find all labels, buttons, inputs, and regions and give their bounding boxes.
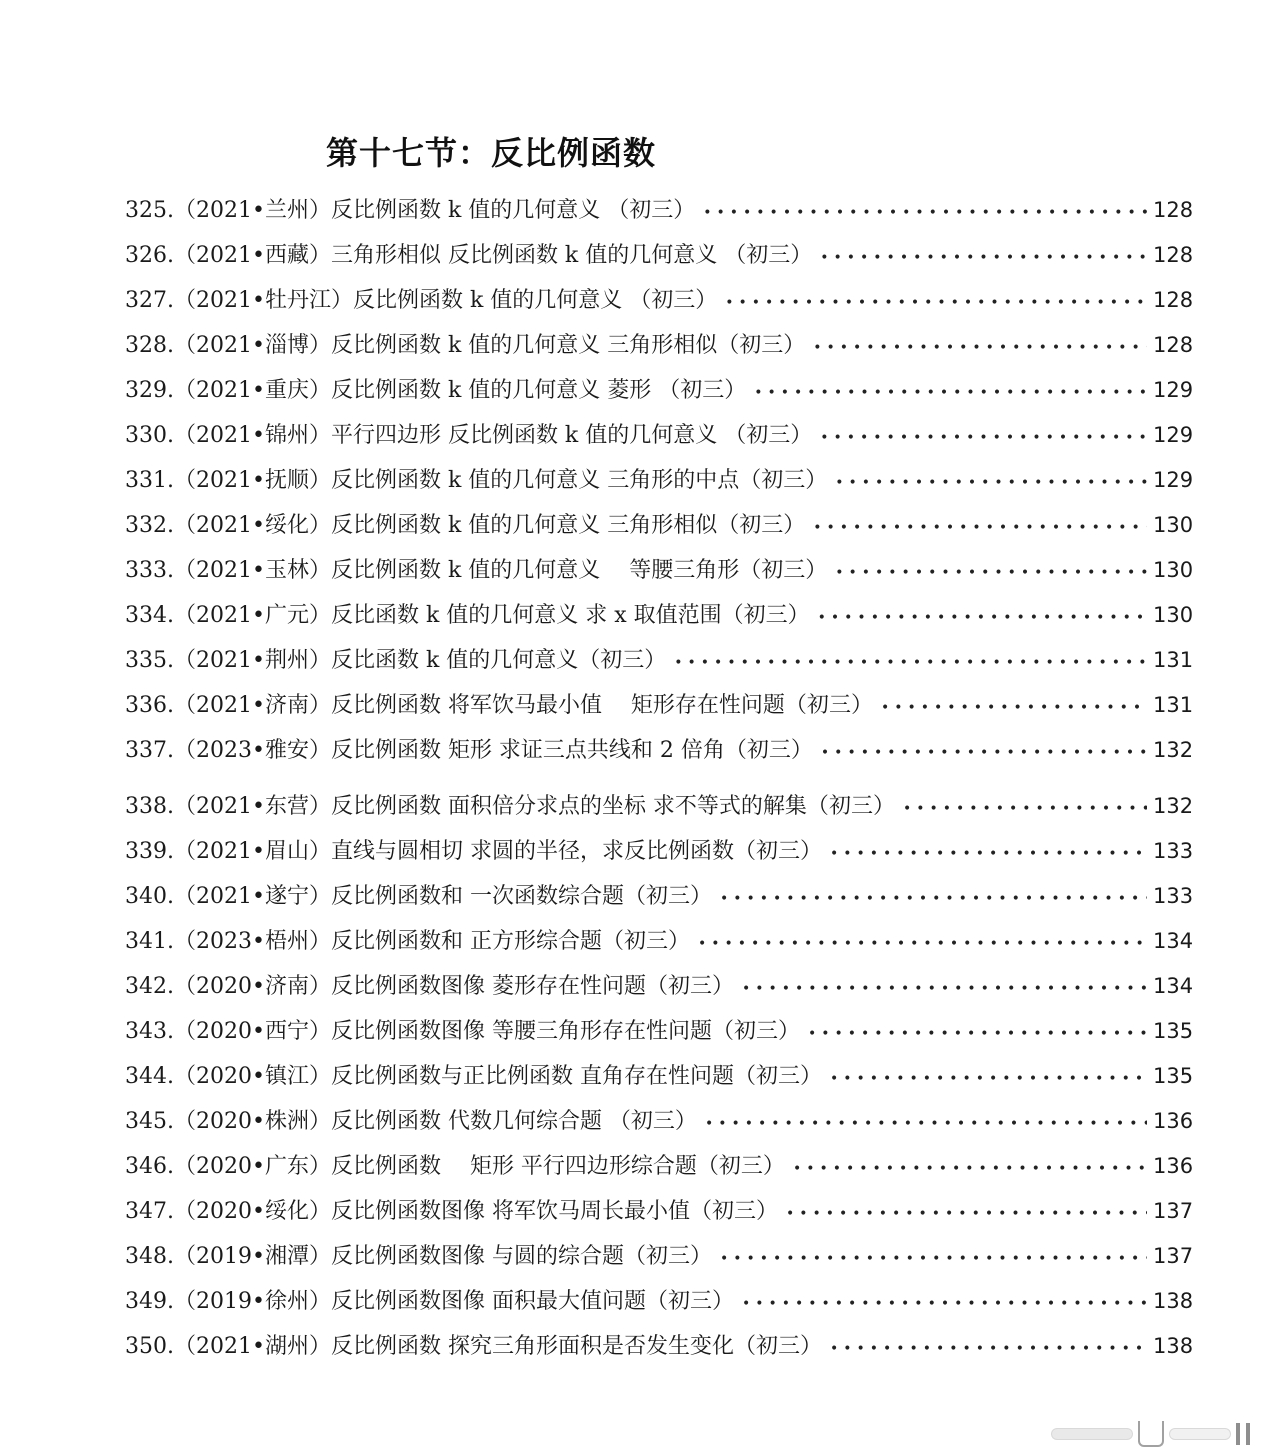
toc-entry[interactable] <box>125 593 1193 638</box>
toc-entry-page: 128 <box>1153 288 1193 312</box>
dot-leader <box>698 922 1147 964</box>
section-title: 第十七节：反比例函数 <box>326 134 657 172</box>
toc-entry-title: 345.（2020•株洲）反比例函数 代数几何综合题 （初三） <box>125 1109 697 1134</box>
toc-entry-page: 135 <box>1153 1064 1193 1088</box>
dot-leader <box>808 1012 1147 1054</box>
toc-entry[interactable] <box>125 1279 1193 1324</box>
divider-icon <box>1236 1423 1240 1445</box>
toc-entry-title: 328.（2021•淄博）反比例函数 k 值的几何意义 三角形相似（初三） <box>125 333 806 358</box>
dot-leader <box>835 461 1147 503</box>
toc-entry-page: 132 <box>1153 794 1193 818</box>
dot-leader <box>903 787 1147 829</box>
toc-entry-title: 333.（2021•玉林）反比例函数 k 值的几何意义 等腰三角形（初三） <box>125 558 828 583</box>
toc-entry-title: 325.（2021•兰州）反比例函数 k 值的几何意义 （初三） <box>125 198 696 223</box>
toc-entry[interactable] <box>125 919 1193 964</box>
toc-entry[interactable] <box>125 874 1193 919</box>
toc-entry-title: 335.（2021•荆州）反比函数 k 值的几何意义（初三） <box>125 648 667 673</box>
dot-leader <box>786 1192 1147 1234</box>
toc-entry-page: 135 <box>1153 1019 1193 1043</box>
scroll-track-icon <box>1170 1429 1230 1439</box>
toc-entry[interactable] <box>125 368 1193 413</box>
viewer-toolbar <box>1052 1421 1250 1447</box>
toc-entry-page: 138 <box>1153 1289 1193 1313</box>
toc-entry-page: 130 <box>1153 603 1193 627</box>
toc-entry-title: 326.（2021•西藏）三角形相似 反比例函数 k 值的几何意义 （初三） <box>125 243 813 268</box>
toc-entry-page: 136 <box>1153 1109 1193 1133</box>
toc-entry[interactable] <box>125 413 1193 458</box>
toc-entry-title: 347.（2020•绥化）反比例函数图像 将军饮马周长最小值（初三） <box>125 1199 778 1224</box>
toc-entry-page: 137 <box>1153 1244 1193 1268</box>
dot-leader <box>830 1057 1147 1099</box>
toc-entry[interactable] <box>125 1009 1193 1054</box>
toc-entry-title: 331.（2021•抚顺）反比例函数 k 值的几何意义 三角形的中点（初三） <box>125 468 828 493</box>
toc-entry-title: 330.（2021•锦州）平行四边形 反比例函数 k 值的几何意义 （初三） <box>125 423 813 448</box>
toc-entry-title: 329.（2021•重庆）反比例函数 k 值的几何意义 菱形 （初三） <box>125 378 747 403</box>
dot-leader <box>835 551 1147 593</box>
toc-entry-page: 130 <box>1153 513 1193 537</box>
toc-entry-page: 134 <box>1153 974 1193 998</box>
toc-entry[interactable] <box>125 233 1193 278</box>
dot-leader <box>820 236 1147 278</box>
progress-track-icon <box>1052 1429 1132 1439</box>
toc-entry-title: 339.（2021•眉山）直线与圆相切 求圆的半径，求反比例函数（初三） <box>125 839 822 864</box>
toc-entry-page: 136 <box>1153 1154 1193 1178</box>
dot-leader <box>813 326 1147 368</box>
toc-entry-page: 133 <box>1153 884 1193 908</box>
toc-entry[interactable] <box>125 1324 1193 1369</box>
toc-entry-title: 338.（2021•东营）反比例函数 面积倍分求点的坐标 求不等式的解集（初三） <box>125 794 895 819</box>
toc-entry[interactable] <box>125 683 1193 728</box>
toc-entry[interactable] <box>125 1099 1193 1144</box>
dot-leader <box>813 506 1147 548</box>
table-of-contents <box>125 188 1193 1369</box>
dot-leader <box>881 686 1147 728</box>
dot-leader <box>793 1147 1147 1189</box>
dot-leader <box>830 1327 1147 1369</box>
toc-entry-page: 133 <box>1153 839 1193 863</box>
toc-entry-page: 137 <box>1153 1199 1193 1223</box>
toc-entry-page: 131 <box>1153 648 1193 672</box>
toc-entry-page: 128 <box>1153 333 1193 357</box>
toc-entry-title: 337.（2023•雅安）反比例函数 矩形 求证三点共线和 2 倍角（初三） <box>125 738 813 763</box>
dot-leader <box>705 1102 1147 1144</box>
toc-entry[interactable] <box>125 1144 1193 1189</box>
toc-entry[interactable] <box>125 188 1193 233</box>
toc-entry-page: 132 <box>1153 738 1193 762</box>
dot-leader <box>703 191 1147 233</box>
toc-entry[interactable] <box>125 1054 1193 1099</box>
dot-leader <box>821 731 1147 773</box>
toc-entry[interactable] <box>125 1189 1193 1234</box>
toc-entry-page: 129 <box>1153 468 1193 492</box>
toc-entry-page: 134 <box>1153 929 1193 953</box>
toc-entry[interactable] <box>125 728 1193 773</box>
toc-entry-title: 341.（2023•梧州）反比例函数和 正方形综合题（初三） <box>125 929 690 954</box>
dot-leader <box>742 967 1147 1009</box>
dot-leader <box>820 416 1147 458</box>
toc-entry-page: 129 <box>1153 378 1193 402</box>
toc-entry[interactable] <box>125 829 1193 874</box>
toc-entry-title: 344.（2020•镇江）反比例函数与正比例函数 直角存在性问题（初三） <box>125 1064 822 1089</box>
toc-entry[interactable] <box>125 1234 1193 1279</box>
toc-entry-page: 138 <box>1153 1334 1193 1358</box>
dot-leader <box>818 596 1147 638</box>
dot-leader <box>725 281 1147 323</box>
toc-entry-title: 340.（2021•遂宁）反比例函数和 一次函数综合题（初三） <box>125 884 712 909</box>
toc-entry-title: 327.（2021•牡丹江）反比例函数 k 值的几何意义 （初三） <box>125 288 718 313</box>
toc-entry[interactable] <box>125 278 1193 323</box>
toc-entry-title: 350.（2021•湖州）反比例函数 探究三角形面积是否发生变化（初三） <box>125 1334 822 1359</box>
toc-entry-page: 129 <box>1153 423 1193 447</box>
toc-entry[interactable] <box>125 638 1193 683</box>
toc-entry[interactable] <box>125 323 1193 368</box>
toc-entry-title: 336.（2021•济南）反比例函数 将军饮马最小值 矩形存在性问题（初三） <box>125 693 873 718</box>
dot-leader <box>830 832 1147 874</box>
toc-entry-title: 346.（2020•广东）反比例函数 矩形 平行四边形综合题（初三） <box>125 1154 785 1179</box>
divider-icon <box>1246 1423 1250 1445</box>
toc-entry-title: 349.（2019•徐州）反比例函数图像 面积最大值问题（初三） <box>125 1289 734 1314</box>
dot-leader <box>754 371 1147 413</box>
dot-leader <box>720 1237 1147 1279</box>
toc-entry-title: 334.（2021•广元）反比函数 k 值的几何意义 求 x 取值范围（初三） <box>125 603 810 628</box>
toc-entry[interactable] <box>125 964 1193 1009</box>
dot-leader <box>742 1282 1147 1324</box>
cup-icon <box>1138 1421 1164 1447</box>
toc-entry-page: 131 <box>1153 693 1193 717</box>
toc-entry[interactable] <box>125 548 1193 593</box>
toc-entry-title: 342.（2020•济南）反比例函数图像 菱形存在性问题（初三） <box>125 974 734 999</box>
toc-entry-page: 128 <box>1153 243 1193 267</box>
toc-entry[interactable] <box>125 784 1193 829</box>
toc-entry-page: 128 <box>1153 198 1193 222</box>
toc-entry[interactable] <box>125 458 1193 503</box>
dot-leader <box>720 877 1147 919</box>
toc-entry-title: 343.（2020•西宁）反比例函数图像 等腰三角形存在性问题（初三） <box>125 1019 800 1044</box>
dot-leader <box>674 641 1147 683</box>
toc-entry[interactable] <box>125 503 1193 548</box>
toc-entry-title: 332.（2021•绥化）反比例函数 k 值的几何意义 三角形相似（初三） <box>125 513 806 538</box>
toc-entry-title: 348.（2019•湘潭）反比例函数图像 与圆的综合题（初三） <box>125 1244 712 1269</box>
toc-entry-page: 130 <box>1153 558 1193 582</box>
